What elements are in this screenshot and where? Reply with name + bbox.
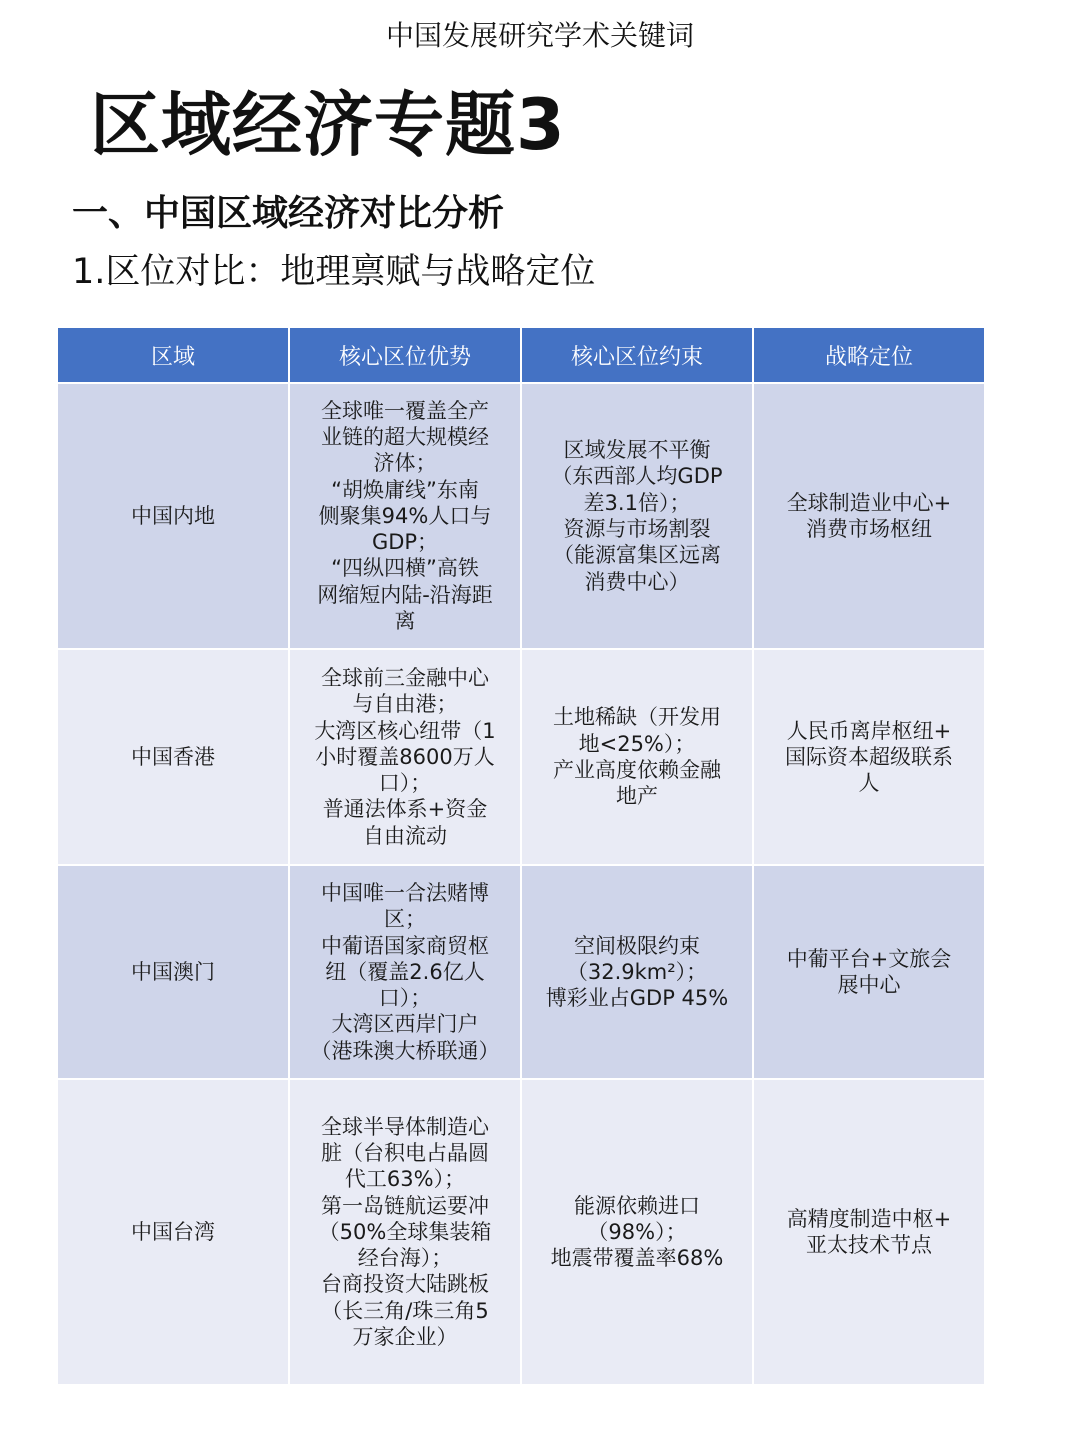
subsection-heading: 1.区位对比：地理禀赋与战略定位 (72, 252, 596, 292)
table-row (57, 383, 985, 649)
cell-advantage: 中国唯一合法赌博 区； 中葡语国家商贸枢 纽（覆盖2.6亿人 口）； 大湾区西岸门户 （港珠澳大桥联通） (289, 865, 521, 1079)
table-row (57, 865, 985, 1079)
cell-positioning: 人民币离岸枢纽+ 国际资本超级联系 人 (753, 649, 985, 865)
section-heading: 一、中国区域经济对比分析 (72, 193, 505, 234)
cell-advantage: 全球唯一覆盖全产 业链的超大规模经 济体； “胡焕庸线”东南 侧聚集94%人口与 GDP； “四纵四横”高铁 网缩短内陆-沿海距 离 (289, 383, 521, 649)
cell-constraint: 空间极限约束 （32.9km²）； 博彩业占GDP 45% (521, 865, 753, 1079)
top-label: 中国发展研究学术关键词 (385, 19, 694, 52)
cell-constraint: 土地稀缺（开发用 地<25%）； 产业高度依赖金融 地产 (521, 649, 753, 865)
column-header-advantage: 核心区位优势 (289, 327, 521, 383)
column-header-region: 区域 (57, 327, 289, 383)
cell-advantage: 全球前三金融中心 与自由港； 大湾区核心纽带（1 小时覆盖8600万人 口）； 普通法体系+资金 自由流动 (289, 649, 521, 865)
column-header-positioning: 战略定位 (753, 327, 985, 383)
table-row (57, 1079, 985, 1385)
column-header-constraint: 核心区位约束 (521, 327, 753, 383)
table-row (57, 649, 985, 865)
cell-positioning: 中葡平台+文旅会 展中心 (753, 865, 985, 1079)
table-header-row (57, 327, 985, 383)
cell-positioning: 高精度制造中枢+ 亚太技术节点 (753, 1079, 985, 1385)
cell-positioning: 全球制造业中心+ 消费市场枢纽 (753, 383, 985, 649)
cell-region: 中国台湾 (57, 1079, 289, 1385)
cell-advantage: 全球半导体制造心 脏（台积电占晶圆 代工63%）； 第一岛链航运要冲 （50%全球集装箱 经台海）； 台商投资大陆跳板 （长三角/珠三角5 万家企业） (289, 1079, 521, 1385)
cell-region: 中国澳门 (57, 865, 289, 1079)
page-title: 区域经济专题3 (90, 84, 566, 166)
region-comparison-table (56, 326, 986, 1386)
cell-constraint: 能源依赖进口 （98%）； 地震带覆盖率68% (521, 1079, 753, 1385)
cell-constraint: 区域发展不平衡 （东西部人均GDP 差3.1倍）； 资源与市场割裂 （能源富集区远离 消费中心） (521, 383, 753, 649)
cell-region: 中国香港 (57, 649, 289, 865)
cell-region: 中国内地 (57, 383, 289, 649)
